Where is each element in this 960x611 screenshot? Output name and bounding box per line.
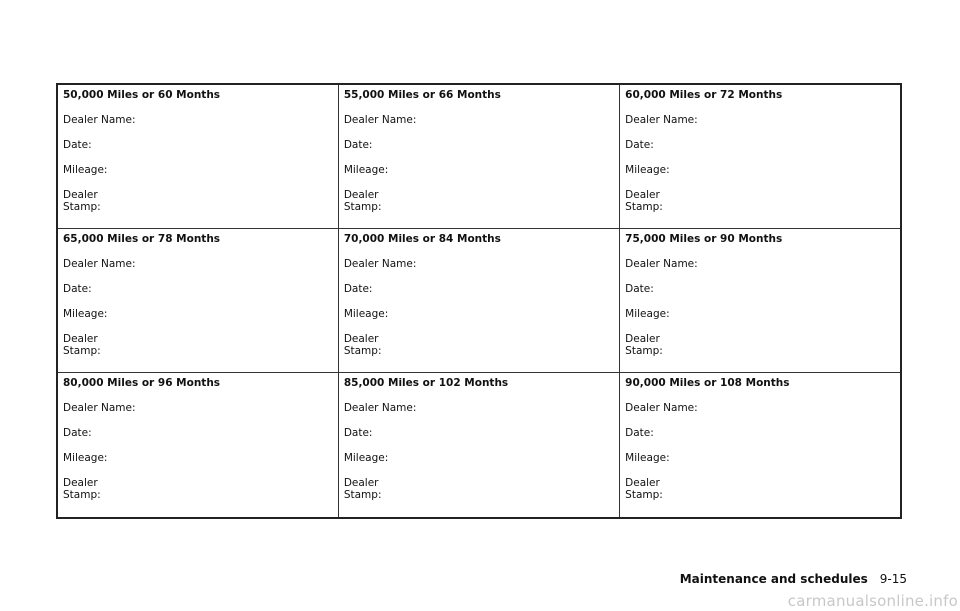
cell-title: 80,000 Miles or 96 Months bbox=[63, 376, 221, 389]
cell-title: 75,000 Miles or 90 Months bbox=[625, 232, 783, 245]
record-cell bbox=[620, 84, 901, 228]
date-label: Date: bbox=[625, 282, 654, 295]
cell-title: 50,000 Miles or 60 Months bbox=[63, 89, 221, 101]
record-cell bbox=[338, 84, 619, 228]
record-cell bbox=[338, 228, 619, 372]
dealer-name-label: Dealer Name: bbox=[625, 401, 698, 414]
cell-title: 90,000 Miles or 108 Months bbox=[625, 376, 790, 389]
record-cell bbox=[620, 372, 901, 518]
mileage-label: Mileage: bbox=[63, 451, 108, 464]
date-label: Date: bbox=[63, 426, 92, 439]
date-label: Date: bbox=[625, 139, 654, 151]
date-label: Date: bbox=[343, 426, 373, 439]
dealer-name-label: Dealer Name: bbox=[625, 114, 698, 126]
record-cell bbox=[338, 372, 619, 518]
dealer-stamp-label: Dealer Stamp: bbox=[625, 476, 663, 501]
dealer-name-label: Dealer Name: bbox=[63, 401, 136, 414]
record-cell bbox=[57, 228, 338, 372]
dealer-name-label: Dealer Name: bbox=[625, 257, 698, 270]
dealer-name-label: Dealer Name: bbox=[63, 257, 136, 270]
maintenance-record-table bbox=[56, 83, 902, 519]
record-cell bbox=[57, 84, 338, 228]
cell-title: 65,000 Miles or 78 Months bbox=[63, 232, 221, 245]
date-label: Date: bbox=[63, 139, 92, 151]
dealer-name-label: Dealer Name: bbox=[343, 401, 417, 414]
cell-title: 55,000 Miles or 66 Months bbox=[343, 89, 501, 101]
page-footer bbox=[680, 572, 907, 586]
dealer-stamp-label: Dealer Stamp: bbox=[343, 476, 382, 501]
table-row bbox=[57, 372, 901, 518]
mileage-label: Mileage: bbox=[343, 164, 389, 176]
dealer-stamp-label: Dealer Stamp: bbox=[343, 332, 382, 357]
watermark: carmanualsonline.info bbox=[787, 592, 958, 610]
dealer-name-label: Dealer Name: bbox=[63, 114, 136, 126]
record-cell bbox=[57, 372, 338, 518]
dealer-name-label: Dealer Name: bbox=[343, 257, 417, 270]
record-cell bbox=[620, 228, 901, 372]
dealer-stamp-label: Dealer Stamp: bbox=[63, 476, 101, 501]
table-row bbox=[57, 228, 901, 372]
cell-title: 70,000 Miles or 84 Months bbox=[343, 232, 501, 245]
mileage-label: Mileage: bbox=[625, 451, 670, 464]
dealer-name-label: Dealer Name: bbox=[343, 114, 417, 126]
cell-title: 60,000 Miles or 72 Months bbox=[625, 89, 783, 101]
date-label: Date: bbox=[343, 139, 373, 151]
date-label: Date: bbox=[625, 426, 654, 439]
table-row bbox=[57, 84, 901, 228]
mileage-label: Mileage: bbox=[343, 451, 389, 464]
mileage-label: Mileage: bbox=[343, 307, 389, 320]
mileage-label: Mileage: bbox=[63, 164, 108, 176]
dealer-stamp-label: Dealer Stamp: bbox=[63, 332, 101, 357]
section-title: Maintenance and schedules bbox=[679, 572, 868, 586]
date-label: Date: bbox=[343, 282, 373, 295]
mileage-label: Mileage: bbox=[625, 164, 670, 176]
dealer-stamp-label: Dealer Stamp: bbox=[343, 189, 382, 213]
dealer-stamp-label: Dealer Stamp: bbox=[625, 189, 663, 213]
dealer-stamp-label: Dealer Stamp: bbox=[625, 332, 663, 357]
mileage-label: Mileage: bbox=[625, 307, 670, 320]
page-number: 9-15 bbox=[879, 572, 907, 586]
mileage-label: Mileage: bbox=[63, 307, 108, 320]
dealer-stamp-label: Dealer Stamp: bbox=[63, 189, 101, 213]
cell-title: 85,000 Miles or 102 Months bbox=[343, 376, 509, 389]
date-label: Date: bbox=[63, 282, 92, 295]
